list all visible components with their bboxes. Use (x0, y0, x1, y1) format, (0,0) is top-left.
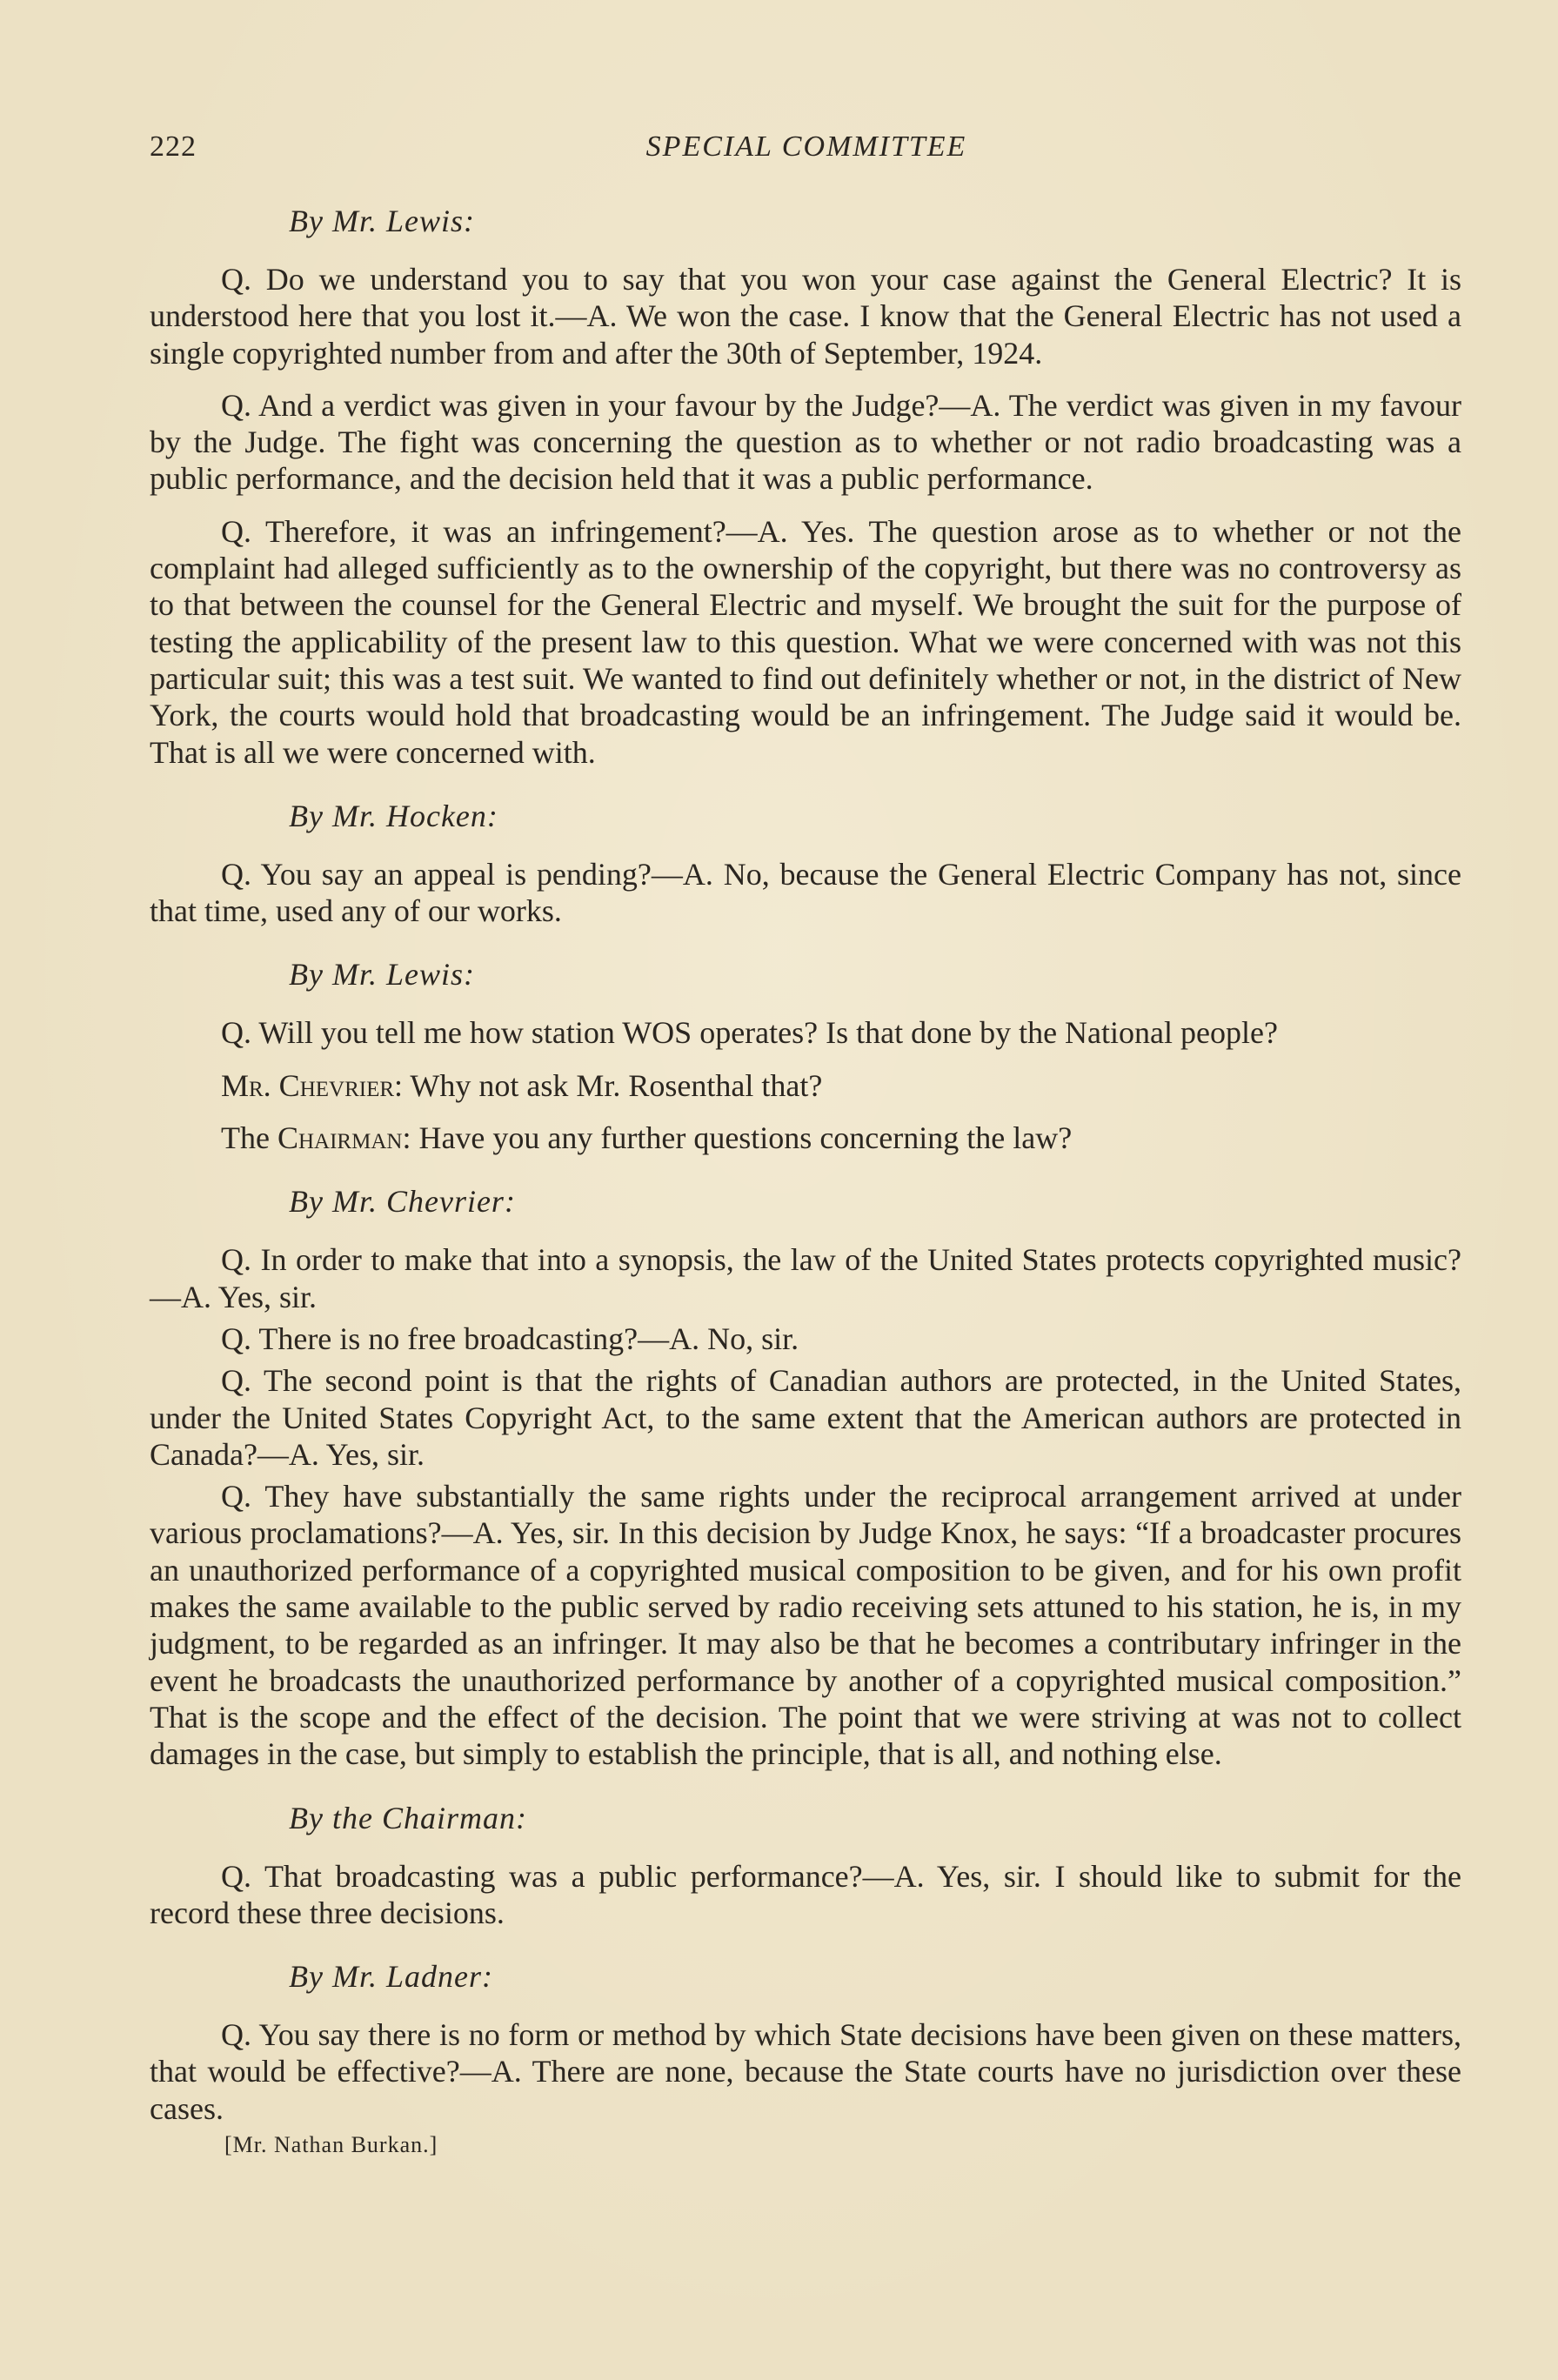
speaker-heading: By Mr. Chevrier: (289, 1184, 516, 1220)
testimony-paragraph: Q. You say there is no form or method by which State decisions have been given on these matters, that would be effective?—A. There are none, because the State courts have no jurisdiction over these cases. (150, 2017, 1461, 2126)
testimony-paragraph: Q. Therefore, it was an infringement?—A. Yes. The question arose as to whether or not the complaint had alleged sufficiently as to the ownership of the copyright, but there was no controversy as to that between the counsel for the General Electric and myself. We brought the suit for the purpose of testing the applicability of the present law to this question. What we were concerned with was not this particular suit; this was a test suit. We wanted to find out definitely whether or not, in the district of New York, the courts would hold that broadcasting would be an infringement. The Judge said it would be. That is all we were concerned with. (150, 513, 1461, 770)
committee-remark (150, 1120, 1461, 1156)
page-number: 222 (150, 130, 197, 163)
testimony-paragraph: Q. In order to make that into a synopsis, the law of the United States protects copyrighted music?—A. Yes, sir. (150, 1242, 1461, 1314)
speaker-heading: By the Chairman: (289, 1800, 527, 1835)
remark-speaker: Chairman (277, 1120, 403, 1156)
remark-prefix: The (221, 1120, 277, 1156)
speaker-heading: By Mr. Hocken: (289, 798, 498, 833)
page-body (150, 202, 1461, 2158)
speaker-heading: By Mr. Lewis: (289, 957, 475, 993)
running-title: SPECIAL COMMITTEE (645, 130, 967, 163)
remark-speaker: Mr. Chevrier (221, 1067, 395, 1103)
testimony-paragraph: Q. And a verdict was given in your favour by the Judge?—A. The verdict was given in my favour by the Judge. The fight was concerning the question as to whether or not radio broadcasting was a public performance, and the decision held that it was a public performance. (150, 387, 1461, 497)
speaker-heading: By Mr. Lewis: (289, 204, 475, 238)
witness-footnote: [Mr. Nathan Burkan.] (224, 2131, 438, 2157)
testimony-paragraph: Q. That broadcasting was a public performance?—A. Yes, sir. I should like to submit for the record these three decisions. (150, 1858, 1461, 1930)
speaker-heading: By Mr. Ladner: (289, 1959, 493, 1995)
testimony-paragraph: Q. Will you tell me how station WOS operates? Is that done by the National people? (221, 1015, 1278, 1051)
remark-text: : Have you any further questions concerning the law? (402, 1120, 1073, 1156)
committee-remark (150, 1067, 1461, 1104)
remark-text: : Why not ask Mr. Rosenthal that? (394, 1067, 823, 1103)
testimony-paragraph: Q. There is no free broadcasting?—A. No, sir. (221, 1320, 799, 1356)
page-header (150, 130, 1463, 174)
testimony-paragraph: Q. The second point is that the rights of Canadian authors are protected, in the United States, under the United States Copyright Act, to the same extent that the American authors are protected in Canada?—A. Yes, sir. (150, 1363, 1461, 1472)
testimony-paragraph: Q. They have substantially the same rights under the reciprocal arrangement arrived at under various proclamations?—A. Yes, sir. In this decision by Judge Knox, he says: “If a broadcaster procures an unauthorized performance of a copyrighted musical composition to be given, and for his own profit makes the same available to the public served by radio receiving sets attuned to his station, he is, in my judgment, to be regarded as an infringer. It may also be that he becomes a contributary infringer in the event he broadcasts the unauthorized performance by another of a copyrighted musical composition.” That is the scope and the effect of the decision. The point that we were striving at was not to collect damages in the case, but simply to establish the principle, that is all, and nothing else. (150, 1479, 1461, 1772)
testimony-paragraph: Q. Do we understand you to say that you won your case against the General Electric? It is understood here that you lost it.—A. We won the case. I know that the General Electric has not used a single copyrighted number from and after the 30th of September, 1924. (150, 262, 1461, 371)
testimony-paragraph: Q. You say an appeal is pending?—A. No, because the General Electric Company has not, since that time, used any of our works. (150, 856, 1461, 929)
